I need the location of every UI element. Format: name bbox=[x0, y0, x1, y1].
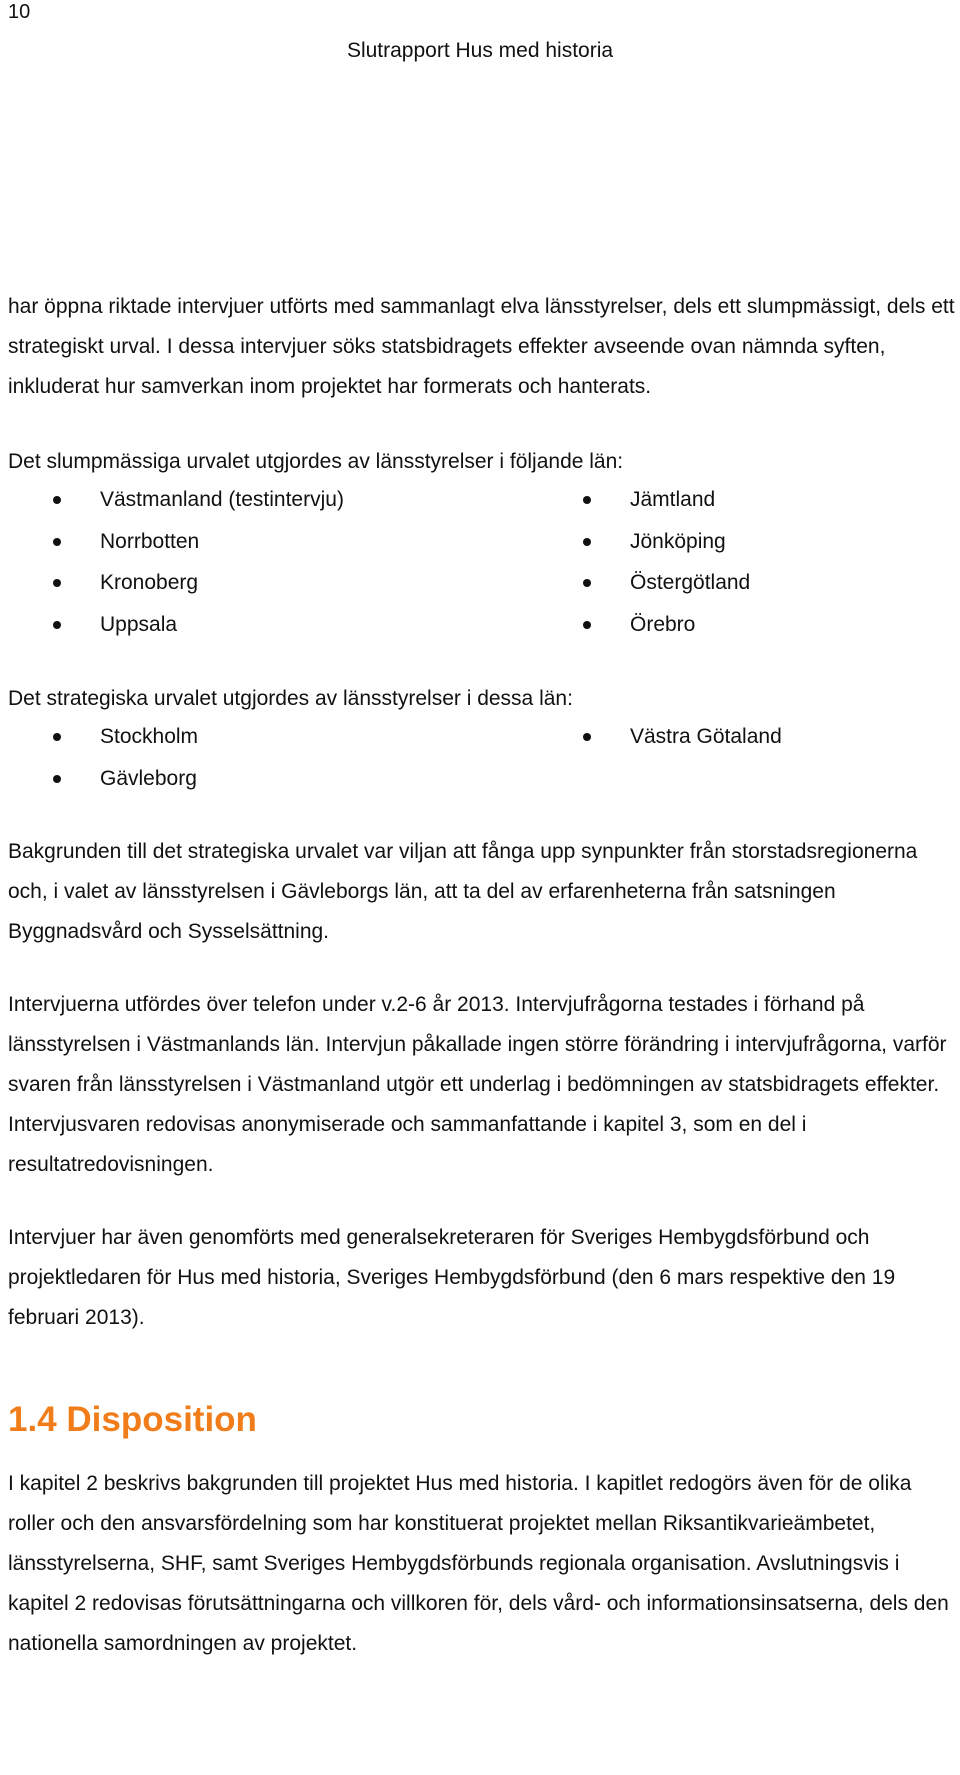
list-item bbox=[8, 521, 528, 563]
bullet-icon bbox=[53, 538, 61, 546]
list-item-label: Örebro bbox=[630, 612, 696, 636]
document-body bbox=[8, 287, 958, 1664]
paragraph-interviews-conducted: Intervjuerna utfördes över telefon under v.2-6 år 2013. Intervjufrågorna testades i förhand på länsstyrelsen i Västmanlands län. Intervjun påkallade ingen större förändring i intervjufrågorna, varför svaren från länsstyrelsen i Västmanland utgör ett underlag i bedömningen av statsbidragets effekter. Intervjusvaren redovisas anonymiserade och sammanfattande i kapitel 3, som en del i resultatredovisningen. bbox=[8, 993, 947, 1176]
list-item-label: Västmanland (testintervju) bbox=[100, 488, 344, 511]
random-county-list bbox=[8, 479, 958, 645]
bullet-icon bbox=[53, 775, 61, 783]
list-item bbox=[8, 716, 528, 758]
strategic-county-list bbox=[8, 716, 958, 799]
list-item-label: Norrbotten bbox=[100, 529, 200, 553]
list-item bbox=[8, 604, 528, 646]
bullet-icon bbox=[583, 733, 591, 741]
paragraph-intro: har öppna riktade intervjuer utförts med sammanlagt elva länsstyrelser, dels ett slumpmässigt, dels ett strategiskt urval. I dessa intervjuer söks statsbidragets effekter avseende ovan nämnda syften, inkluderat hur samverkan inom projektet har formerats och hanterats. bbox=[8, 295, 955, 398]
list-item bbox=[528, 604, 958, 646]
paragraph-disposition: I kapitel 2 beskrivs bakgrunden till projektet Hus med historia. I kapitlet redogörs även för de olika roller och den ansvarsfördelning som har konstituerat projektet mellan Riksantikvarieämbetet, länsstyrelserna, SHF, samt Sveriges Hembygdsförbunds regionala organisation. Avslutningsvis i kapitel 2 redovisas förutsättningarna och villkoren för, dels vård- och informationsinsatserna, dels den nationella samordningen av projektet. bbox=[8, 1472, 949, 1655]
bullet-icon bbox=[583, 538, 591, 546]
list-item-label: Västra Götaland bbox=[630, 725, 782, 748]
bullet-icon bbox=[53, 579, 61, 587]
list-item bbox=[8, 479, 528, 521]
page-number: 10 bbox=[8, 1, 31, 23]
list-item bbox=[8, 758, 528, 800]
list-item-label: Kronoberg bbox=[100, 571, 199, 594]
list-item-label: Uppsala bbox=[100, 612, 178, 636]
list-item bbox=[8, 562, 528, 604]
paragraph-strategic-selection-lead: Det strategiska urvalet utgjordes av länsstyrelser i dessa län: bbox=[8, 687, 573, 710]
list-item bbox=[528, 562, 958, 604]
bullet-icon bbox=[53, 621, 61, 629]
list-item-label: Jämtland bbox=[630, 488, 716, 511]
list-item-label: Jönköping bbox=[630, 529, 726, 553]
section-heading: 1.4 Disposition bbox=[8, 1400, 257, 1439]
list-item-label: Östergötland bbox=[630, 571, 751, 594]
running-header: Slutrapport Hus med historia bbox=[346, 39, 614, 62]
bullet-icon bbox=[53, 733, 61, 741]
bullet-icon bbox=[583, 621, 591, 629]
list-item bbox=[528, 521, 958, 563]
bullet-icon bbox=[583, 579, 591, 587]
paragraph-random-selection-lead: Det slumpmässiga urvalet utgjordes av länsstyrelser i följande län: bbox=[8, 450, 624, 473]
paragraph-other-interviews: Intervjuer har även genomförts med generalsekreteraren för Sveriges Hembygdsförbund och projektledaren för Hus med historia, Sveriges Hembygdsförbund (den 6 mars respektive den 19 februari 2013). bbox=[8, 1226, 896, 1329]
bullet-icon bbox=[583, 496, 591, 504]
list-item-label: Gävleborg bbox=[100, 766, 197, 790]
list-item-label: Stockholm bbox=[100, 725, 199, 748]
list-item bbox=[528, 479, 958, 521]
bullet-icon bbox=[53, 496, 61, 504]
paragraph-background: Bakgrunden till det strategiska urvalet var viljan att fånga upp synpunkter från storstadsregionerna och, i valet av länsstyrelsen i Gävleborgs län, att ta del av erfarenheterna från satsningen Byggnadsvård och Sysselsättning. bbox=[8, 840, 918, 943]
list-item bbox=[528, 716, 958, 758]
